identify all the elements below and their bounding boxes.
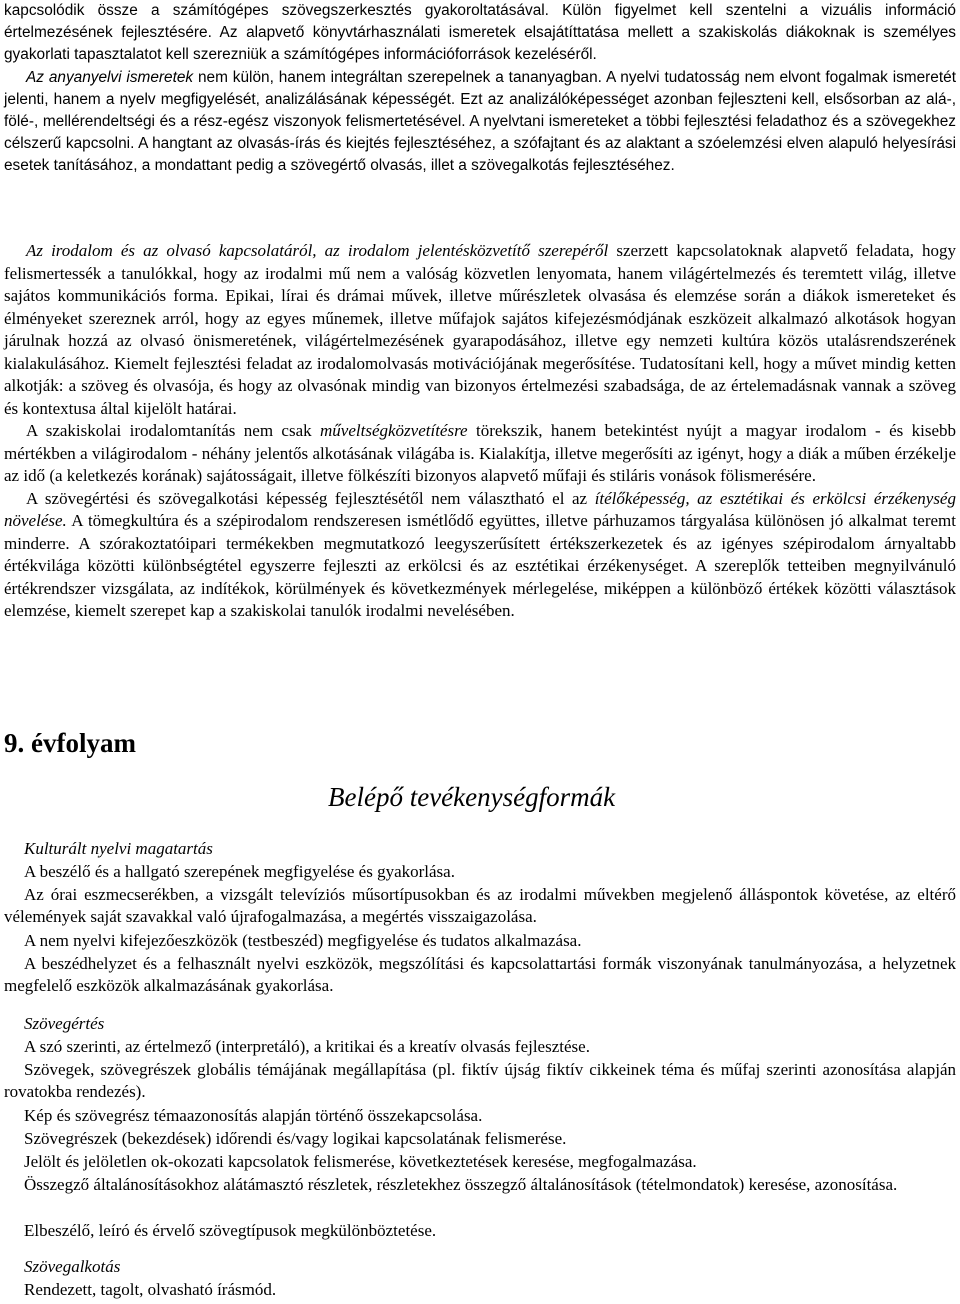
section-subtitle: Belépő tevékenységformák	[328, 782, 616, 812]
list-item: Összegző általánosításokhoz alátámasztó részletek, részletekhez összegző általánosítások (tételmondatok) keresése, azonosítása.	[24, 1175, 898, 1194]
heading-text-composition: Szövegalkotás	[24, 1257, 121, 1276]
literature-text-block	[4, 240, 956, 623]
paragraph-text-comprehension: A szövegértési és szövegalkotási képesség fejlesztésétől nem választható el az ítélőképesség, az esztétikai és erkölcsi érzékenység növelése. A tömegkultúra és a szépirodalom rendszeresen ismétlődő együttes, illetve párhuzamos tárgyalása különösen jó alkalmat teremt minderre. A szórakoztatóipari termékekben megmutatkozó leegyszerűsített értékszerkezetek és az igényes szépirodalom árnyaltabb értékvilága közötti különbségtétel egyszerre fejleszti az erkölcsi és az esztétikai érzékenységet. A szereplők tetteiben megnyilvánuló értékrendszer vizsgálata, az indítékok, körülmények és következmények mérlegelése, miképpen a különböző értékek közötti választások elemzése, kiemelt szerepet kap a szakiskolai tanulók irodalmi nevelésében.	[4, 488, 956, 620]
heading-text-comprehension: Szövegértés	[24, 1014, 105, 1033]
paragraph-literature-reader: Az irodalom és az olvasó kapcsolatáról, az irodalom jelentésközvetítő szerepéről szerzett kapcsolatoknak alapvető feladata, hogy felismertessék a tanulókkal, hogy az irodalmi mű nem a valóság közvetlen lenyomata, hanem világértelmezés és teremtett világ, illetve sajátos kommunikációs forma. Epikai, lírai és drámai művek, illetve műrészletek olvasása és elemzése során a diákok ismereteket és élményeket szereznek arról, hogy az egyes műnemek, illetve műfajok sajátos kifejezésmódjának eszközeit alkalmazó alkotások hogyan járulnak hozzá az olvasó önismeretének, világértelmezésének gyarapodásához, illetve egy nemzeti kultúra közös utalásrendszerének kialakulásához. Kiemelt fejlesztési feladat az irodalomolvasás motivációjának megerősítése. Tudatosítani kell, hogy a művet mindig ketten alkotják: a szöveg és olvasója, és hogy az olvasónak mindig van bizonyos értelmezési szabadsága, de az értelemadásnak vannak a szöveg és kontextusa által kijelölt határai.	[4, 241, 956, 418]
list-item: A beszélő és a hallgató szerepének megfigyelése és gyakorlása.	[24, 862, 455, 881]
paragraph-language-knowledge: Az anyanyelvi ismeretek nem külön, hanem integráltan szerepelnek a tananyagban. A nyelvi tudatosság nem elvont fogalmak ismeretét jelenti, hanem a nyelv megfigyelését, analizálásának képességét. Ezt az analizálóképességet azonban fejleszteni kell, elsősorban az alá-, fölé-, mellérendeltségi és a rész-egész viszonyok felismertetésével. A nyelvtani ismereteket a többi fejlesztési feladathoz és a szövegekhez célszerű kapcsolni. A hangtant az olvasás-írás és kiejtés fejlesztéséhez, a szófajtant és az alaktant a szóelemzési elven alapuló helyesírási esetek tanításához, a mondattant pedig a szövegértő olvasás, illet a szövegalkotás fejlesztéséhez.	[4, 68, 956, 175]
list-item: Szövegek, szövegrészek globális témájának megállapítása (pl. fiktív újság fiktív cikkeinek téma és műfaj szerinti azonosítása alapján rovatokba rendezés).	[4, 1060, 956, 1101]
grade-heading: 9. évfolyam	[4, 728, 136, 758]
list-item: Az órai eszmecserékben, a vizsgált televíziós műsortípusokban és az irodalmi művekben megjelenő álláspontok követése, az eltérő vélemények saját szavakkal való újrafogalmazása, a megértés visszaigazolása.	[4, 885, 956, 926]
italic-phrase: műveltségközvetítésre	[320, 421, 468, 440]
list-item: Rendezett, tagolt, olvasható írásmód.	[24, 1280, 277, 1299]
italic-phrase: Az irodalom és az olvasó kapcsolatáról, az irodalom jelentésközvetítő szerepéről	[26, 241, 609, 260]
list-item: A nem nyelvi kifejezőeszközök (testbeszéd) megfigyelése és tudatos alkalmazása.	[24, 931, 582, 950]
list-item: Elbeszélő, leíró és érvelő szövegtípusok megkülönböztetése.	[24, 1221, 437, 1240]
heading-cultured-language: Kulturált nyelvi magatartás	[24, 839, 213, 858]
list-item: A szó szerinti, az értelmező (interpretáló), a kritikai és a kreatív olvasás fejlesztése.	[24, 1037, 590, 1056]
list-item: Kép és szövegrész témaazonosítás alapján történő összekapcsolása.	[24, 1106, 483, 1125]
list-item: Szövegrészek (bekezdések) időrendi és/vagy logikai kapcsolatának felismerése.	[24, 1129, 567, 1148]
italic-phrase: ítélőképesség, az esztétikai és erkölcsi érzékenység növelése.	[4, 488, 956, 530]
list-item: A beszédhelyzet és a felhasznált nyelvi eszközök, megszólítási és kapcsolattartási formák viszonyának tanulmányozása, a helyzetnek megfelelő eszközök alkalmazásának gyakorlása.	[4, 954, 956, 995]
paragraph-vocational-teaching: A szakiskolai irodalomtanítás nem csak műveltségközvetítésre törekszik, hanem betekintést nyújt a magyar irodalom - és kisebb mértékben a világirodalom - néhány jelentős alkotásának világába is. Kialakítja, illetve megerősíti az igényt, hogy a diák a műben érzékelje az idő (a keletkezés korának) sajátosságait, illetve fölkészíti bizonyos alapvető műfaji és stiláris vonások fölismerésére.	[4, 421, 956, 485]
paragraph-library-skills: kapcsolódik össze a számítógépes szövegszerkesztés gyakoroltatásával. Külön figyelmet kell szentelni a vizuális információ értelmezésének fejlesztésére. Az alapvető könyvtárhasználati ismeretek elsajátíttatása mellett a szakiskolás diákoknak is személyes gyakorlati tapasztalatot kell szerezniük a számítógépes információforrások kezeléséről.	[4, 2, 956, 64]
list-item: Jelölt és jelöletlen ok-okozati kapcsolatok felismerése, következtetések keresése, megfogalmazása.	[24, 1152, 697, 1171]
intro-text-block	[4, 0, 956, 178]
italic-phrase: Az anyanyelvi ismeretek	[26, 68, 194, 86]
